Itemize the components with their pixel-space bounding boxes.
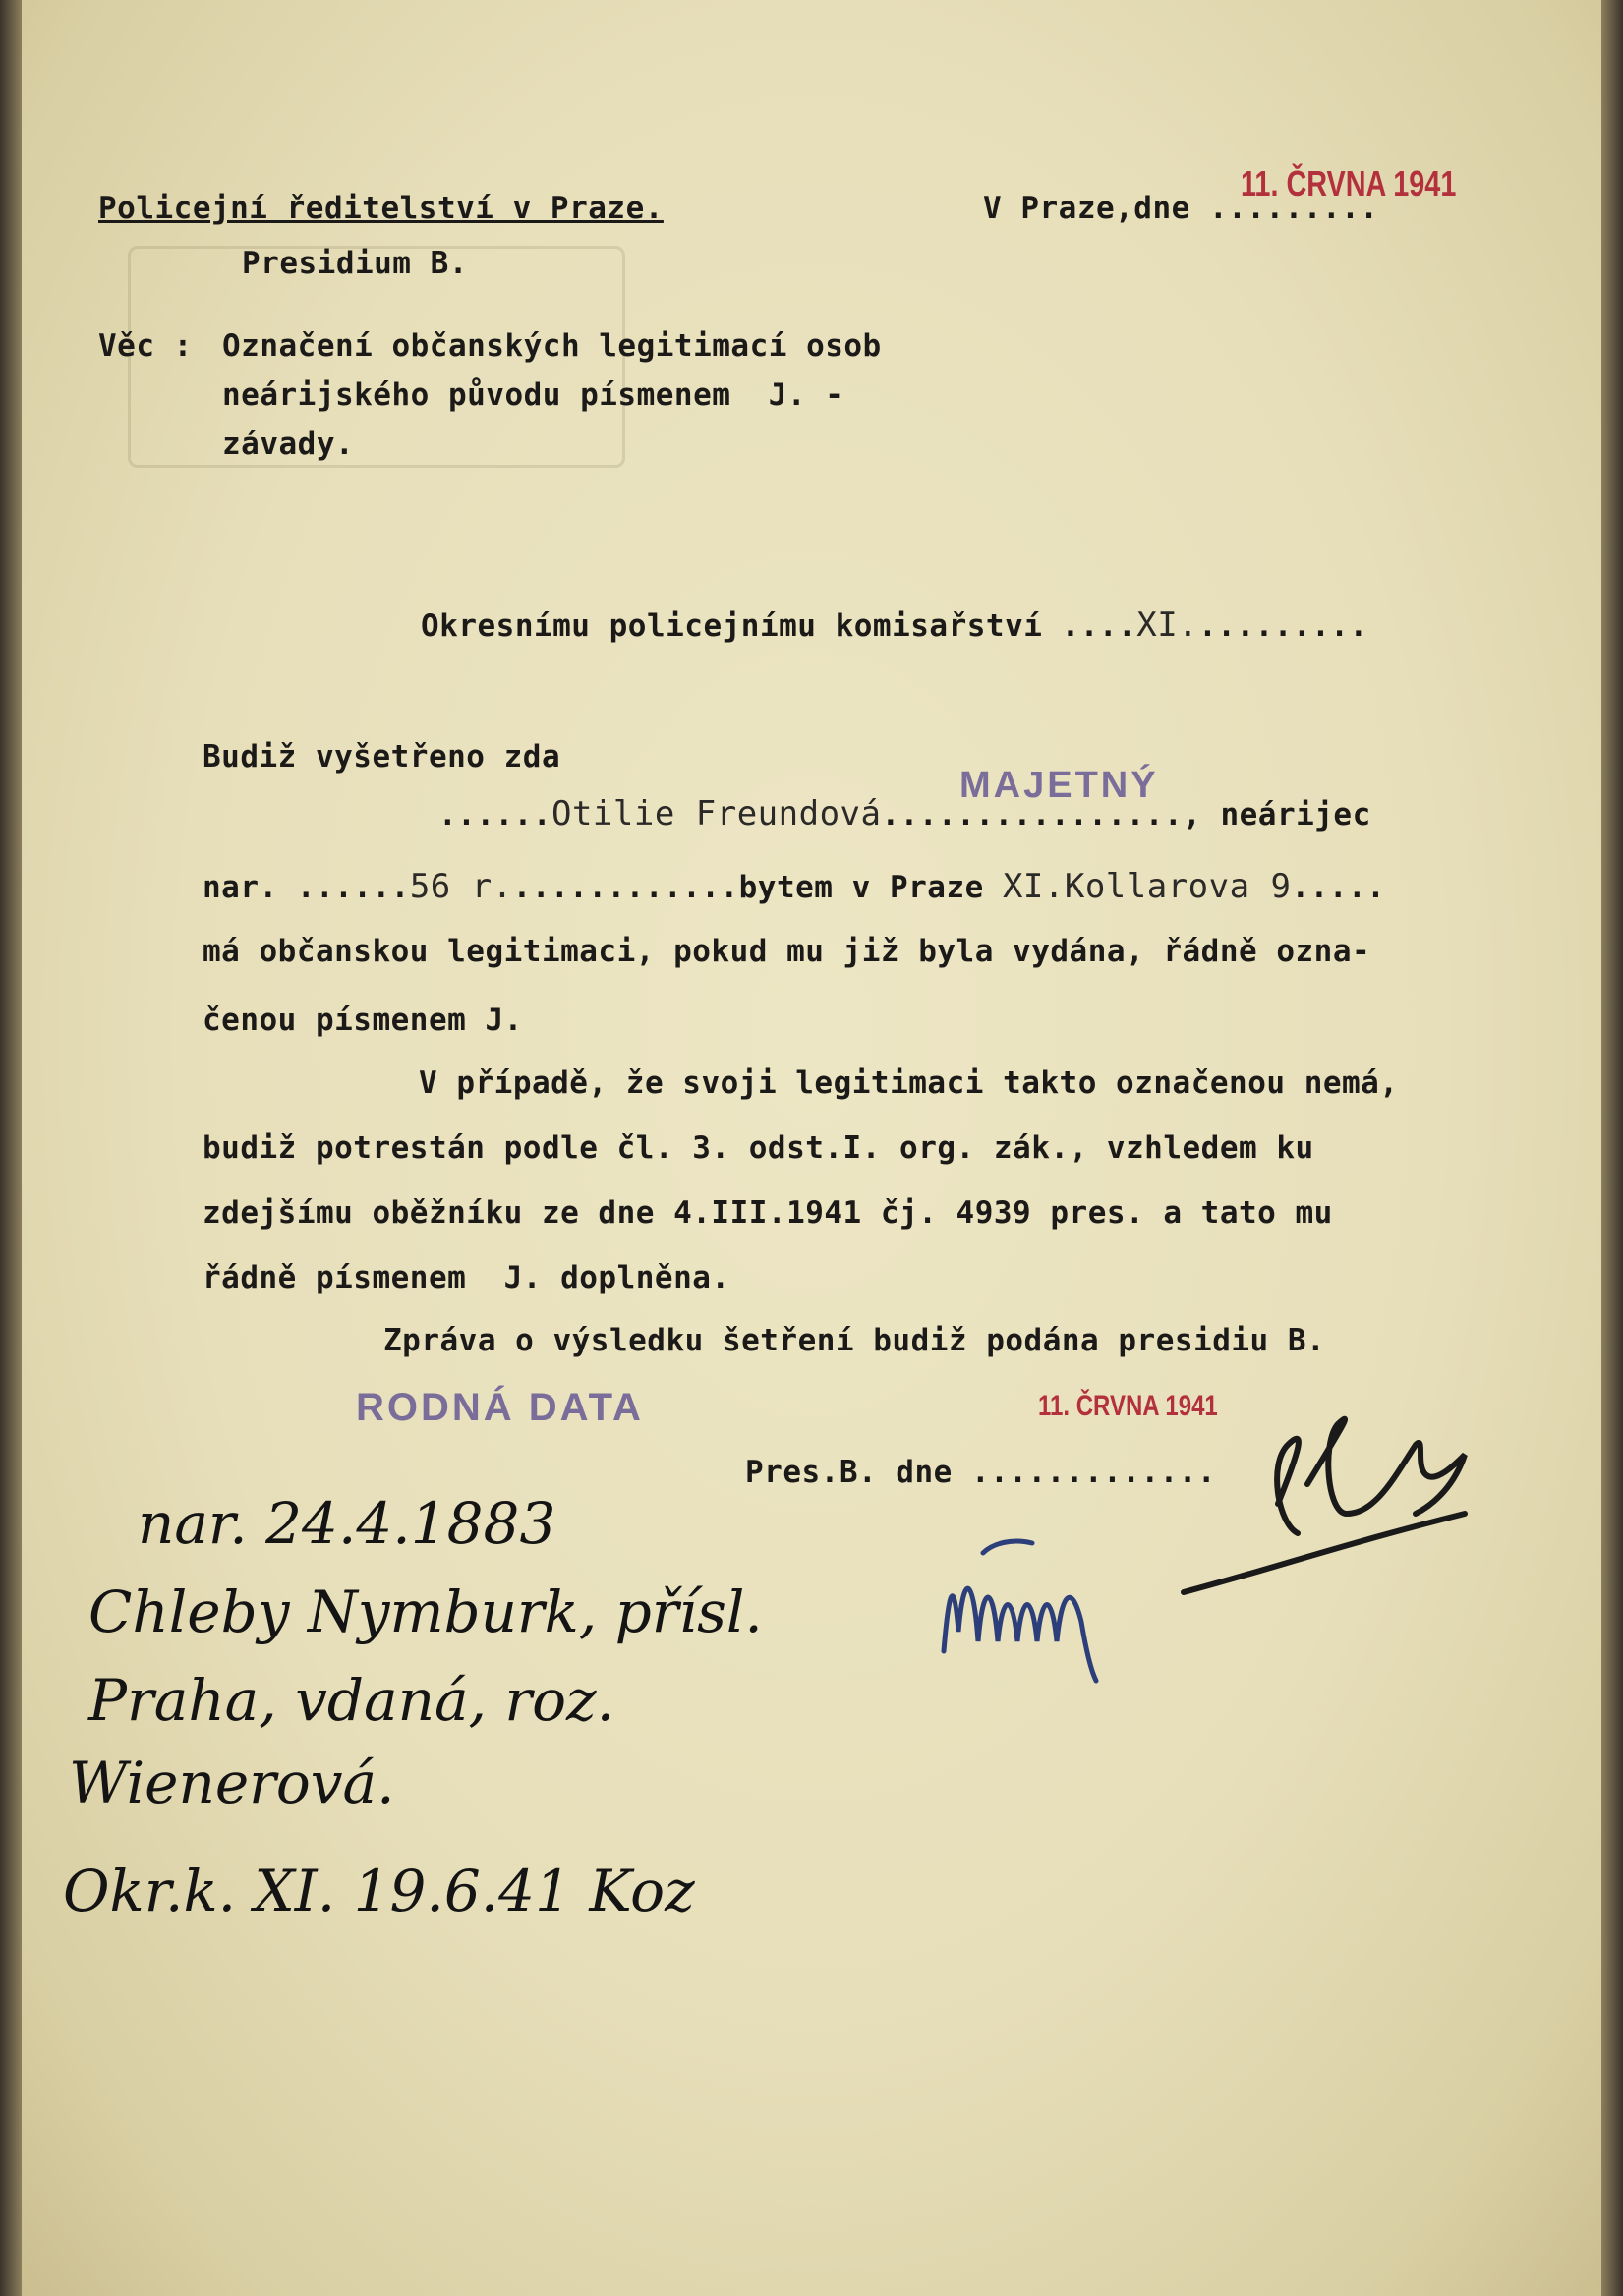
district-value: XI. bbox=[1136, 605, 1199, 645]
birth-dots: ............ bbox=[512, 870, 739, 905]
department-heading: Presidium B. bbox=[242, 246, 468, 281]
name-line bbox=[438, 794, 1371, 833]
right-page-edge bbox=[1601, 0, 1623, 2296]
pres-label: Pres.B. dne bbox=[745, 1455, 971, 1490]
birth-value: 56 r. bbox=[409, 867, 513, 906]
addressee-text: Okresnímu policejnímu komisařství bbox=[421, 608, 1062, 644]
body-line-6: V případě, že svoji legitimaci takto označenou nemá, bbox=[419, 1065, 1399, 1101]
body-line-4: má občanskou legitimaci, pokud mu již byla vydána, řádně ozna- bbox=[203, 934, 1371, 969]
handwritten-line-3: Praha, vdaná, roz. bbox=[88, 1667, 615, 1734]
addressee-dots-before: .... bbox=[1061, 608, 1137, 644]
handwritten-line-1: nar. 24.4.1883 bbox=[138, 1490, 556, 1557]
body-line-8: zdejšímu oběžníku ze dne 4.III.1941 čj. 4939 pres. a tato mu bbox=[203, 1195, 1333, 1231]
body-line-1: Budiž vyšetřeno zda bbox=[203, 739, 561, 775]
majetny-stamp: MAJETNÝ bbox=[959, 765, 1159, 806]
pres-dots: ............. bbox=[970, 1455, 1217, 1490]
address-value: XI.Kollarova 9 bbox=[1002, 867, 1292, 906]
name-dots-after: ................ bbox=[881, 797, 1184, 832]
subject-line-1: Označení občanských legitimací osob bbox=[222, 328, 882, 364]
body-line-5: čenou písmenem J. bbox=[203, 1003, 523, 1038]
place-date-dots: ......... bbox=[1208, 191, 1379, 226]
date-stamp: 11. ČRVNA 1941 bbox=[1241, 163, 1457, 203]
handwritten-line-4: Wienerová. bbox=[69, 1750, 395, 1816]
subject-label: Věc : bbox=[98, 328, 193, 364]
subject-line-3: závady. bbox=[222, 427, 355, 462]
addressee-line bbox=[421, 605, 1368, 645]
address-dots: ..... bbox=[1291, 870, 1386, 905]
date-stamp-2: 11. ČRVNA 1941 bbox=[1038, 1390, 1218, 1422]
place-date-label: V Praze,dne bbox=[983, 191, 1209, 226]
person-name: Otilie Freundová bbox=[551, 794, 882, 833]
body-line-7: budiž potrestán podle čl. 3. odst.I. org. zák., vzhledem ku bbox=[203, 1130, 1314, 1166]
birth-address-line bbox=[203, 867, 1385, 906]
subject-line-2: neárijského původu písmenem J. - bbox=[222, 377, 844, 413]
left-page-edge bbox=[0, 0, 22, 2296]
addressee-dots-after: ......... bbox=[1198, 608, 1368, 644]
body-line-10: Zpráva o výsledku šetření budiž podána presidiu B. bbox=[383, 1323, 1326, 1358]
nar-label: nar. ...... bbox=[203, 870, 410, 905]
pres-line bbox=[745, 1455, 1216, 1490]
name-dots-before: ...... bbox=[438, 797, 551, 832]
bytem-label: bytem v Praze bbox=[738, 870, 1003, 905]
office-heading: Policejní ředitelství v Praze. bbox=[98, 191, 664, 226]
body-line-9: řádně písmenem J. doplněna. bbox=[203, 1260, 730, 1295]
blue-signature bbox=[924, 1533, 1121, 1691]
handwritten-line-2: Chleby Nymburk, přísl. bbox=[88, 1578, 763, 1645]
handwritten-line-5: Okr.k. XI. 19.6.41 Koz bbox=[63, 1858, 695, 1924]
nearijec-text: , neárijec bbox=[1183, 797, 1371, 832]
black-signature bbox=[1180, 1366, 1475, 1622]
rodna-data-stamp: RODNÁ DATA bbox=[356, 1386, 644, 1429]
